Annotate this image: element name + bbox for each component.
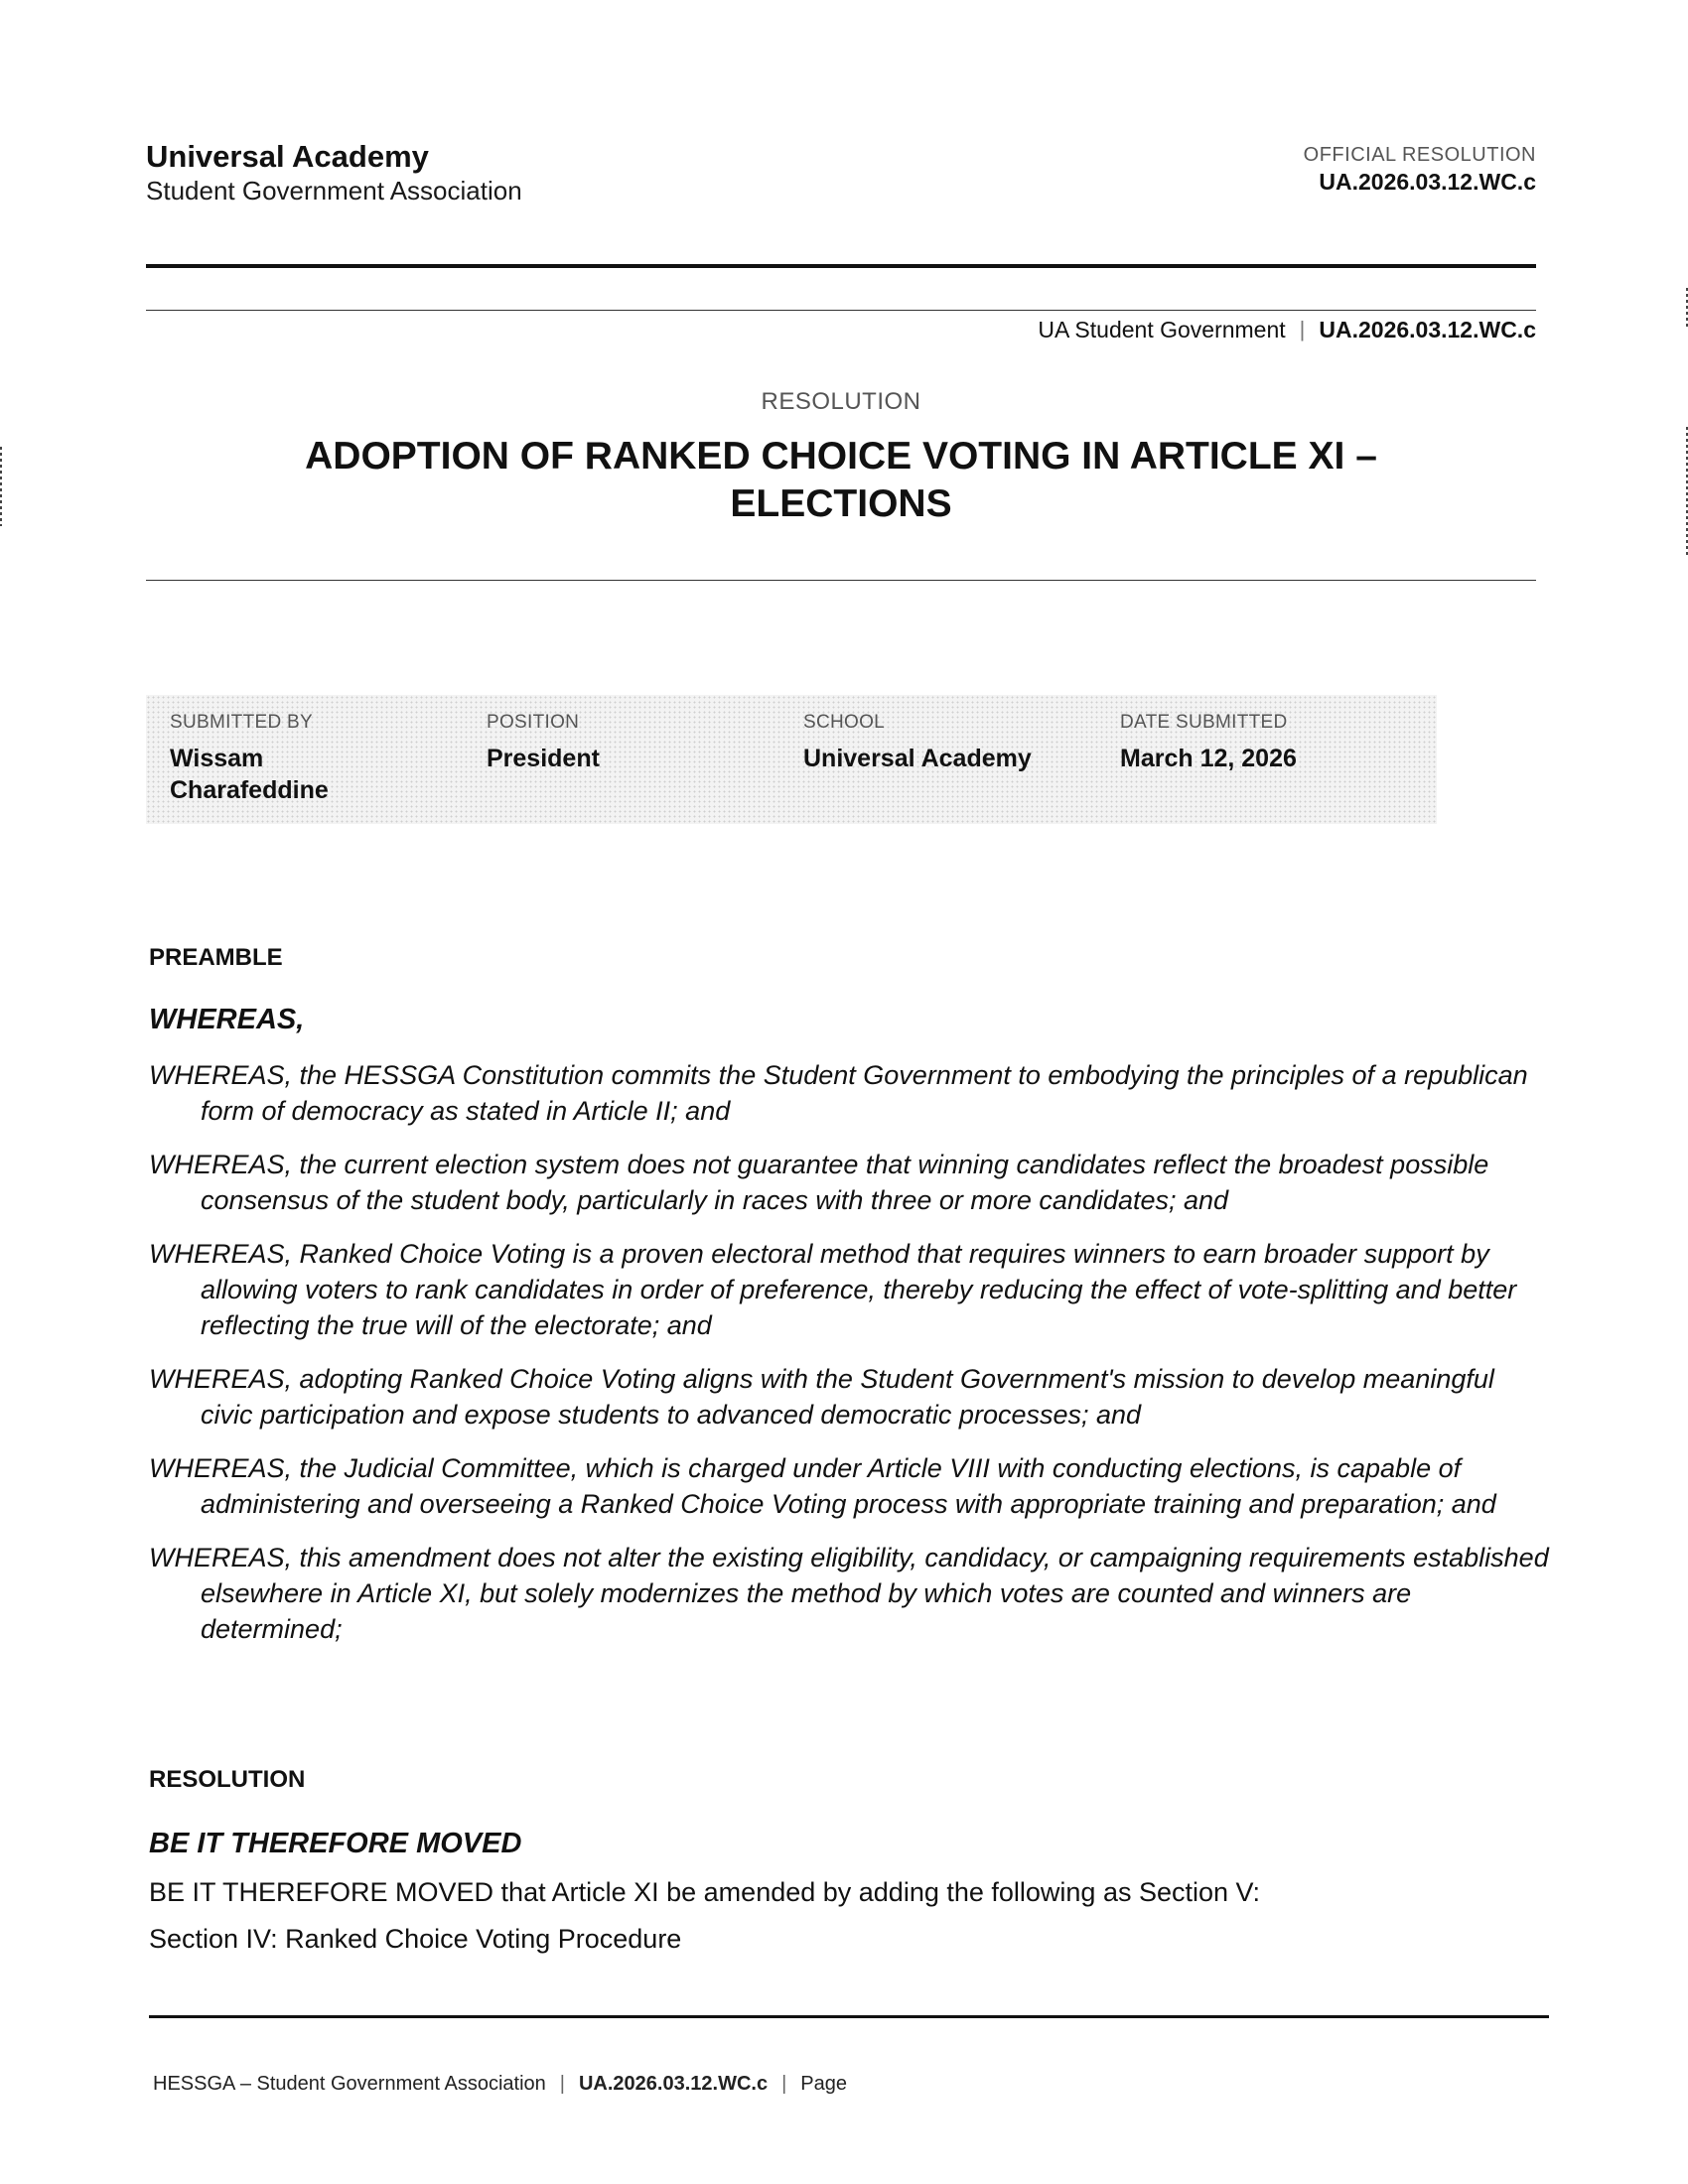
header-divider (146, 264, 1536, 268)
footer-separator: | (781, 2073, 787, 2095)
running-head-separator: | (1299, 317, 1306, 341)
resolution-id: UA.2026.03.12.WC.c (1319, 169, 1536, 195)
whereas-clause: WHEREAS, the Judicial Committee, which is charged under Article VIII with conducting elections, is capable of administering and overseeing a Ranked Choice Voting process with appropriate training and preparation; and (149, 1453, 1496, 1519)
meta-value: Universal Academy (803, 745, 1032, 772)
document-type-kicker: RESOLUTION (761, 388, 921, 415)
preamble-lead: WHEREAS, (149, 1004, 305, 1035)
footer-page-label: Page (800, 2073, 848, 2095)
meta-position (487, 711, 803, 824)
whereas-clause: WHEREAS, adopting Ranked Choice Voting aligns with the Student Government's mission to develop meaningful civic participation and expose students to advanced democratic processes; and (149, 1364, 1494, 1430)
running-head (1038, 316, 1536, 343)
title-divider (146, 580, 1536, 581)
org-name: Universal Academy (146, 139, 429, 174)
whereas-clause: WHEREAS, the HESSGA Constitution commits the Student Government to embodying the principles of a republican form of democracy as stated in Article II; and (149, 1060, 1528, 1126)
meta-label: SUBMITTED BY (170, 712, 314, 733)
meta-date-submitted (1120, 711, 1437, 824)
whereas-clause: WHEREAS, this amendment does not alter the existing eligibility, candidacy, or campaigning requirements established elsewhere in Article XI, but solely modernizes the method by which votes are counted and winners are determined; (149, 1543, 1549, 1644)
meta-submitted-by (170, 711, 487, 824)
whereas-clause: WHEREAS, Ranked Choice Voting is a proven electoral method that requires winners to earn broader support by allowing voters to rank candidates in order of preference, thereby reducing the effect of vote-splitting and better reflecting the true will of the electorate; and (149, 1239, 1517, 1340)
running-head-org: UA Student Government (1038, 317, 1286, 342)
org-block (146, 139, 522, 206)
meta-value: March 12, 2026 (1120, 745, 1297, 772)
resolution-lead: BE IT THEREFORE MOVED (149, 1828, 522, 1859)
org-subtitle: Student Government Association (146, 176, 522, 205)
title-block (146, 387, 1536, 528)
running-head-divider (146, 310, 1536, 311)
meta-label: POSITION (487, 712, 580, 733)
footer-divider (149, 2015, 1549, 2018)
resolution-body: BE IT THEREFORE MOVED that Article XI be amended by adding the following as Section V: (149, 1877, 1261, 1907)
preamble-heading: PREAMBLE (149, 944, 283, 971)
meta-school (803, 711, 1120, 824)
page-footer (153, 2071, 847, 2097)
submission-meta (146, 695, 1437, 824)
scan-artifact (0, 447, 2, 526)
page-title: ADOPTION OF RANKED CHOICE VOTING IN ARTICLE XI – ELECTIONS (305, 435, 1377, 525)
whereas-clauses (149, 1057, 1549, 1665)
official-resolution-label: OFFICIAL RESOLUTION (1303, 144, 1536, 166)
meta-value: President (487, 745, 600, 772)
meta-label: SCHOOL (803, 712, 886, 733)
resolution-heading: RESOLUTION (149, 1766, 306, 1793)
meta-label: DATE SUBMITTED (1120, 712, 1288, 733)
whereas-clause: WHEREAS, the current election system does not guarantee that winning candidates reflect the broadest possible consensus of the student body, particularly in races with three or more candidates; and (149, 1150, 1489, 1215)
footer-org: HESSGA – Student Government Association (153, 2073, 546, 2095)
running-head-id: UA.2026.03.12.WC.c (1319, 317, 1536, 342)
official-resolution-block (1304, 142, 1536, 196)
footer-separator: | (559, 2073, 565, 2095)
footer-resolution-id: UA.2026.03.12.WC.c (578, 2073, 769, 2095)
section-title: Section IV: Ranked Choice Voting Procedure (149, 1924, 682, 1954)
meta-value: Wissam Charafeddine (170, 745, 329, 804)
